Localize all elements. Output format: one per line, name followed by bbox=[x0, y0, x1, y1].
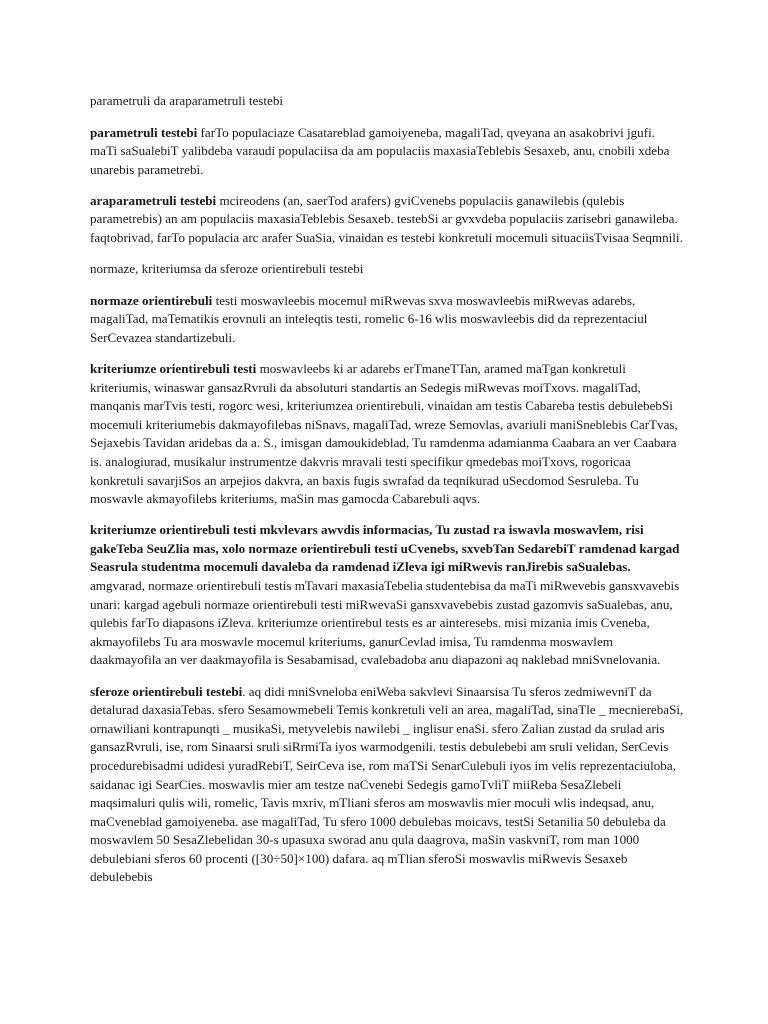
paragraph-domain-referenced bbox=[90, 683, 684, 888]
paragraph-domain-referenced-body: . aq didi mniSvneloba eniWeba sakvlevi Sinaarsisa Tu sferos zedmiwevniT da detalurad daxasiaTebas. sfero Sesamowmebeli Temis konkretuli veli an area, magaliTad, sinaTle _ mecnierebaSi, ornawiliani kontrapunqti _ musikaSi, metyvelebis nawilebi _ inglisur enaSi. sfero Zalian zustad da srulad aris gansazRvruli, ise, rom Sinaarsi sruli siRrmiTa iyos warmodgenili. testis debulebebi am sruli velidan, SerCevis procedurebisadmi udidesi yuradRebiT, SeirCeva ise, rom maTSi SenarCulebuli iyos im velis reprezentaciuloba, saidanac igi SearCies. moswavlis mier am testze naCvenebi Sedegis gamoTvliT miiReba SesaZlebeli maqsimaluri qulis wili, romelic, Tavis mxriv, mTliani sferos am moswavlis mier moculi wlis indeqsad, anu, maCveneblad gamoiyeneba. ase magaliTad, Tu sfero 1000 debulebas moicavs, testSi Setanilia 50 debuleba da moswavlem 50 SesaZlebelidan 30-s upasuxa sworad anu qula daagrova, maSin vaskvniT, rom man 1000 debulebiani sferos 60 procenti ([30÷50]×100) dafara. aq mTlian sferoSi moswavlis miRwevis Sesaxeb debulebebis bbox=[90, 683, 684, 885]
paragraph-nonparametric bbox=[90, 192, 684, 248]
paragraph-comparison bbox=[90, 521, 684, 670]
term-parametric: parametruli testebi bbox=[90, 124, 198, 140]
paragraph-parametric bbox=[90, 124, 684, 180]
term-criterion-referenced: kriteriumze orientirebuli testi bbox=[90, 361, 257, 377]
paragraph-criterion-referenced-body: moswavleebs ki ar adarebs erTmaneTTan, aramed maTgan konkretuli kriteriumis, winaswar gansazRvruli da absoluturi standartis an Sedegis miRwevas moiTxovs. magaliTad, manqanis marTvis testi, rogorc wesi, kriteriumzea orientirebuli, vinaidan am testis Cabareba testis debulebebSi mocemuli kriteriumebis dakmayofilebas niSnavs, magaliTad, wreze Semovlas, avariuli maniSneblebis CarTvas, Sejaxebis Tavidan aridebas da a. S., imisgan damoukideblad, Tu ramdenma adamianma Caabara an ver Caabara is. analogiurad, musikalur instrumentze dakvris mravali testi specifikur qmedebas moiTxovs, rogoricaa konkretuli savarjiSos an arpejios dakvra, an baxis fugis swrafad da teqnikurad uSecdomod Sesruleba. Tu moswavle akmayofilebs kriteriums, maSin mas gamocda Cabarebuli aqvs. bbox=[90, 361, 678, 507]
term-norm-referenced: normaze orientirebuli bbox=[90, 292, 213, 308]
paragraph-norm-referenced bbox=[90, 292, 684, 348]
paragraph-parametric-body: farTo populaciaze Casatareblad gamoiyeneba, magaliTad, qveyana an asakobrivi jgufi. maTi saSualebiT yalibdeba varaudi populaciisa da am populaciis maxasiaTeblebis Sesaxeb, anu, cnobili xdeba unarebis parametrebi. bbox=[90, 124, 670, 177]
paragraph-criterion-referenced bbox=[90, 360, 684, 509]
term-domain-referenced: sferoze orientirebuli testebi bbox=[90, 683, 243, 699]
comparison-bold-lead: kriteriumze orientirebuli testi mkvlevars awvdis informacias, Tu zustad ra iswavla moswavlem, risi gakeTeba SeuZlia mas, xolo normaze orientirebuli testi uCvenebs, sxvebTan SedarebiT ramdenad kargad Seasrula studentma mocemuli davaleba da ramdenad iZleva igi miRwevis ranJirebis saSualebas. bbox=[90, 522, 680, 575]
paragraph-norm-referenced-body: testi moswavleebis mocemul miRwevas sxva moswavleebis miRwevas adarebs, magaliTad, maTematikis erovnuli an inteleqtis testi, romelic 6-16 wlis moswavleebis did da reprezentaciul SerCevazea standartizebuli. bbox=[90, 292, 648, 345]
section-heading-parametric: parametruli da araparametruli testebi bbox=[90, 93, 284, 108]
section-heading-referenced: normaze, kriteriumsa da sferoze orientirebuli testebi bbox=[90, 261, 364, 277]
paragraph-comparison-body: amgvarad, normaze orientirebuli testis mTavari maxasiaTebelia studentebisa da maTi miRwevebis gansxvavebis unari: kargad agebuli normaze orientirebuli testi miRwevaSi gansxvavebebis zustad gazomvis saSualebas, anu, qulebis farTo diapasons iZleva. kriteriumze orientirebul tests es ar ainteresebs. misi mizania imis Cveneba, akmayofilebs Tu ara moswavle mocemul kriteriums, ganurCevlad imisa, Tu ramdenma moswavlem daakmayofila an ver daakmayofila is Sesabamisad, cvalebadoba anu diapazoni aq naklebad mniSvnelovania. bbox=[90, 578, 680, 668]
term-nonparametric: araparametruli testebi bbox=[90, 192, 217, 208]
paragraph-nonparametric-body: mcireodens (an, saerTod arafers) gviCvenebs populaciis ganawilebis (qulebis parametrebis) an am populaciis maxasiaTeblebis Sesaxeb. testebSi ar gvxvdeba populaciis zarisebri ganawileba. faqtobrivad, farTo populacia arc arafer SuaSia, vinaidan es testebi konkretuli mocemuli situaciisTvisaa Seqmnili. bbox=[90, 192, 683, 246]
